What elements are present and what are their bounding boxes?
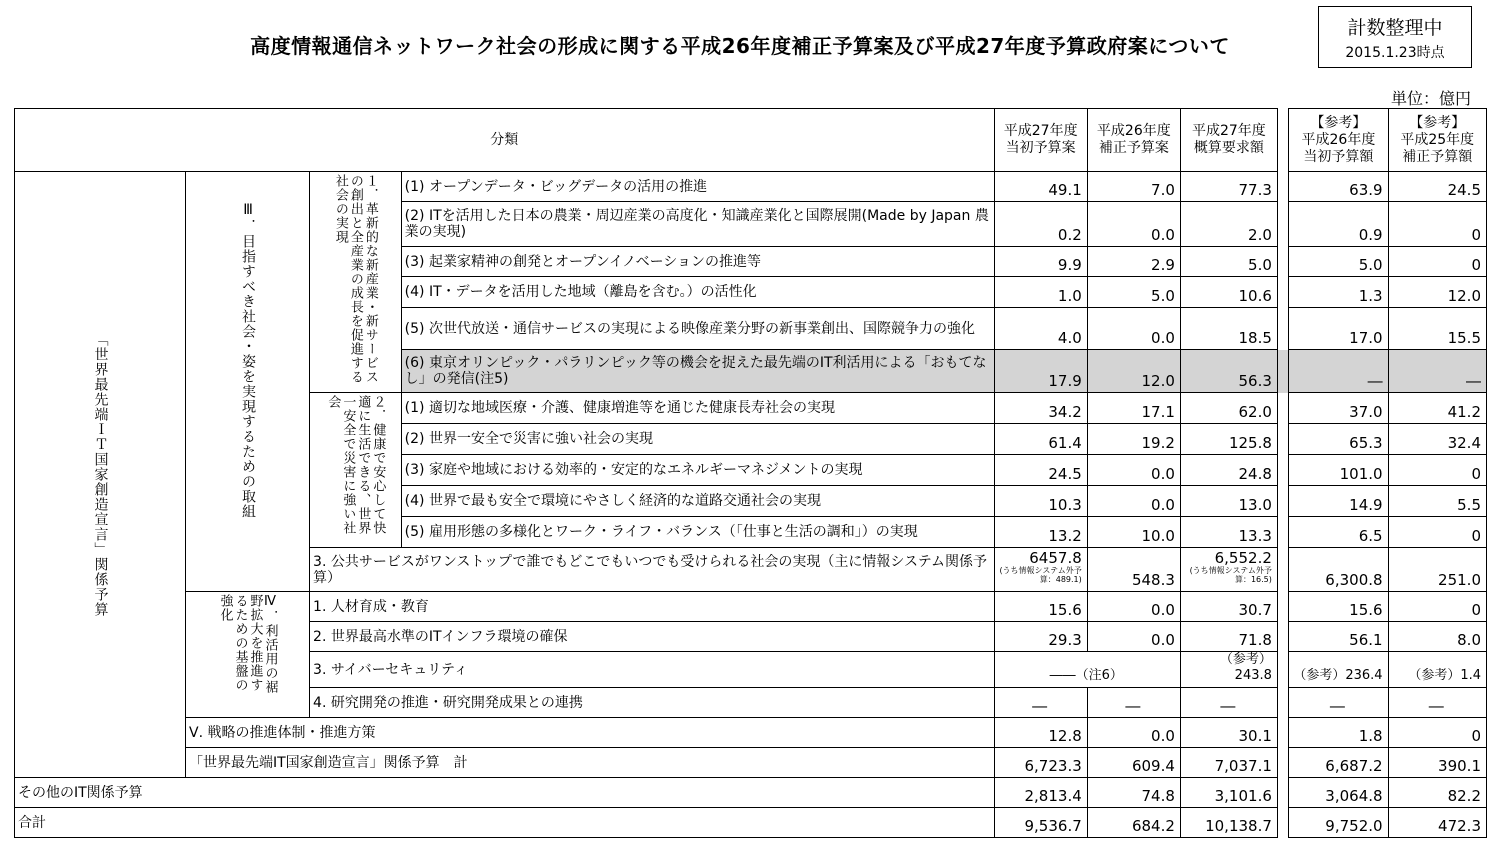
gap-cell xyxy=(1277,247,1288,277)
cell-value: 0.0 xyxy=(1087,622,1180,652)
gap-cell xyxy=(1277,592,1288,622)
header-col1 xyxy=(994,109,1087,172)
gap-cell xyxy=(1277,277,1288,307)
row-label: (5) 次世代放送・通信サービスの実現による映像産業分野の新事業創出、国際競争力の強化 xyxy=(401,307,994,350)
cell-value: 24.5 xyxy=(994,455,1087,486)
cell-value: 0 xyxy=(1388,592,1486,622)
cell-value: 3,101.6 xyxy=(1180,778,1277,808)
header-col5 xyxy=(1388,109,1486,172)
cell-value: 10,138.7 xyxy=(1180,808,1277,838)
cell-value: 49.1 xyxy=(994,172,1087,202)
row-label: (4) IT・データを活用した地域（離島を含む。）の活性化 xyxy=(401,277,994,307)
table-row-total xyxy=(15,808,1487,838)
cell-value: 74.8 xyxy=(1087,778,1180,808)
section4-group-cell xyxy=(186,592,310,718)
cell-value: 0.0 xyxy=(1087,592,1180,622)
gap-cell xyxy=(1277,808,1288,838)
row-label: 合計 xyxy=(15,808,995,838)
gap-cell xyxy=(1277,718,1288,748)
cell-value: 5.0 xyxy=(1180,247,1277,277)
cell-value: 10.0 xyxy=(1087,517,1180,548)
cell-value: 9.9 xyxy=(994,247,1087,277)
header-col3-text: 平成27年度 概算要求額 xyxy=(1191,123,1266,156)
cell-value: 0.9 xyxy=(1289,202,1388,247)
cell-value: 390.1 xyxy=(1388,748,1486,778)
gap-cell xyxy=(1277,350,1288,393)
cell-value: 30.7 xyxy=(1180,592,1277,622)
cell-value: 6.5 xyxy=(1289,517,1388,548)
header-col4 xyxy=(1289,109,1388,172)
cell-value: ― xyxy=(1289,688,1388,718)
cell-value: 251.0 xyxy=(1388,548,1486,592)
cell-value: 5.0 xyxy=(1087,277,1180,307)
status-badge xyxy=(1318,6,1472,68)
cell-value: 17.1 xyxy=(1087,393,1180,424)
cell-value: 1.0 xyxy=(994,277,1087,307)
status-label: 計数整理中 xyxy=(1347,17,1443,39)
cell-value: 3,064.8 xyxy=(1289,778,1388,808)
cell-value: 6,723.3 xyxy=(994,748,1087,778)
sub2-group-label: ２．健康で安心して快適に生活できる、世界一安全で災害に強い社会 xyxy=(325,395,386,535)
cell-note: (うち情報システム外予算：16.5) xyxy=(1189,566,1272,584)
cell-value: 32.4 xyxy=(1388,424,1486,455)
declaration-group-label: 「世界最先端ＩＴ国家創造宣言」関係予算 xyxy=(92,332,109,617)
section4-group-label: Ⅳ．利活用の裾野拡大を推進するための基盤の強化 xyxy=(217,594,278,694)
cell-value xyxy=(1180,548,1277,592)
gap-cell xyxy=(1277,393,1288,424)
cell-value: 18.5 xyxy=(1180,307,1277,350)
cell-value: 17.9 xyxy=(994,350,1087,393)
cell-value: 30.1 xyxy=(1180,718,1277,748)
gap-cell xyxy=(1277,688,1288,718)
cell-value: 0 xyxy=(1388,247,1486,277)
cell-value: 24.8 xyxy=(1180,455,1277,486)
cell-value: 15.6 xyxy=(1289,592,1388,622)
cell-value: 41.2 xyxy=(1388,393,1486,424)
table-row xyxy=(15,778,1487,808)
row-label: (6) 東京オリンピック・パラリンピック等の機会を捉えた最先端のIT利活用による「おもてなし」の発信(注5) xyxy=(401,350,994,393)
cell-value: ― xyxy=(1289,350,1388,393)
table-header-row xyxy=(15,109,1487,172)
gap-cell xyxy=(1277,748,1288,778)
cell-value: 0 xyxy=(1388,718,1486,748)
cell-value: 101.0 xyxy=(1289,455,1388,486)
row-label: 1. 人材育成・教育 xyxy=(310,592,995,622)
row-label: 3. 公共サービスがワンストップで誰でもどこでもいつでも受けられる社会の実現（主に情報システム関係予算） xyxy=(310,548,995,592)
cell-value: （参考）1.4 xyxy=(1388,652,1486,688)
gap-cell xyxy=(1277,424,1288,455)
row-label: (1) 適切な地域医療・介護、健康増進等を通じた健康長寿社会の実現 xyxy=(401,393,994,424)
cell-value: 7,037.1 xyxy=(1180,748,1277,778)
gap-cell xyxy=(1277,548,1288,592)
cell-value: 2.0 xyxy=(1180,202,1277,247)
cell-value: 2,813.4 xyxy=(994,778,1087,808)
cell-value: 6,300.8 xyxy=(1289,548,1388,592)
cell-value: 0.0 xyxy=(1087,718,1180,748)
gap-cell xyxy=(1277,455,1288,486)
status-date: 2015.1.23時点 xyxy=(1345,45,1445,61)
row-label: その他のIT関係予算 xyxy=(15,778,995,808)
sub1-group-cell xyxy=(310,172,402,393)
header-col4-text: 【参考】 平成26年度 当初予算額 xyxy=(1301,114,1376,165)
cell-value: 684.2 xyxy=(1087,808,1180,838)
row-label: (4) 世界で最も安全で環境にやさしく経済的な道路交通社会の実現 xyxy=(401,486,994,517)
cell-value: （参考）236.4 xyxy=(1289,652,1388,688)
cell-value: 14.9 xyxy=(1289,486,1388,517)
table-row xyxy=(15,718,1487,748)
cell-value: 9,536.7 xyxy=(994,808,1087,838)
cell-value: 6,687.2 xyxy=(1289,748,1388,778)
row-label: (2) ITを活用した日本の農業・周辺産業の高度化・知識産業化と国際展開(Made by Japan 農業の実現) xyxy=(401,202,994,247)
cell-value: 8.0 xyxy=(1388,622,1486,652)
gap-cell xyxy=(1277,517,1288,548)
row-label: (5) 雇用形態の多様化とワーク・ライフ・バランス（「仕事と生活の調和」）の実現 xyxy=(401,517,994,548)
unit-label: 単位：億円 xyxy=(1390,89,1471,108)
header-col2 xyxy=(1087,109,1180,172)
cell-value: 56.3 xyxy=(1180,350,1277,393)
cell-value-main: 6,552.2 xyxy=(1214,549,1272,567)
cell-value: 13.2 xyxy=(994,517,1087,548)
gap-cell xyxy=(1277,778,1288,808)
row-label: (3) 起業家精神の創発とオープンイノベーションの推進等 xyxy=(401,247,994,277)
cell-value: 15.5 xyxy=(1388,307,1486,350)
cell-value: 61.4 xyxy=(994,424,1087,455)
cell-value: 0.0 xyxy=(1087,455,1180,486)
sub2-group-cell xyxy=(310,393,402,548)
header-col3 xyxy=(1180,109,1277,172)
row-label: (2) 世界一安全で災害に強い社会の実現 xyxy=(401,424,994,455)
cell-value: 0.0 xyxy=(1087,307,1180,350)
cell-value: 609.4 xyxy=(1087,748,1180,778)
cell-value: 0 xyxy=(1388,517,1486,548)
page-title: 高度情報通信ネットワーク社会の形成に関する平成26年度補正予算案及び平成27年度予算政府案について xyxy=(250,34,1230,58)
declaration-group-cell xyxy=(15,172,186,778)
section3-group-cell xyxy=(186,172,310,592)
cell-value: 0.2 xyxy=(994,202,1087,247)
cell-value: 82.2 xyxy=(1388,778,1486,808)
gap-cell xyxy=(1277,307,1288,350)
header-col1-text: 平成27年度 当初予算案 xyxy=(1003,123,1078,156)
cell-value: ― xyxy=(1388,350,1486,393)
cell-value: 77.3 xyxy=(1180,172,1277,202)
cell-value: 56.1 xyxy=(1289,622,1388,652)
cell-value: 29.3 xyxy=(994,622,1087,652)
header-col5-text: 【参考】 平成25年度 補正予算額 xyxy=(1400,114,1475,165)
header-category: 分類 xyxy=(15,109,995,172)
cell-value: 0.0 xyxy=(1087,486,1180,517)
cell-value: 10.3 xyxy=(994,486,1087,517)
row-label: 「世界最先端IT国家創造宣言」関係予算 計 xyxy=(186,748,995,778)
cell-value: 71.8 xyxy=(1180,622,1277,652)
cell-value: 17.0 xyxy=(1289,307,1388,350)
row-label: 2. 世界最高水準のITインフラ環境の確保 xyxy=(310,622,995,652)
cell-value: 5.0 xyxy=(1289,247,1388,277)
cell-value: 63.9 xyxy=(1289,172,1388,202)
row-label: (3) 家庭や地域における効率的・安定的なエネルギーマネジメントの実現 xyxy=(401,455,994,486)
cell-value xyxy=(994,548,1087,592)
cell-value: 1.8 xyxy=(1289,718,1388,748)
header-col2-text: 平成26年度 補正予算案 xyxy=(1096,123,1171,156)
cell-value: 4.0 xyxy=(994,307,1087,350)
section3-group-label: Ⅲ．目指すべき社会・姿を実現するための取組 xyxy=(240,201,257,519)
sub1-group-label: １．革新的な新産業・新サービスの創出と全産業の成長を促進する社会の実現 xyxy=(332,174,378,384)
cell-value: ― xyxy=(1087,688,1180,718)
cell-value: 548.3 xyxy=(1087,548,1180,592)
cell-value: ― xyxy=(994,688,1087,718)
cell-value: 37.0 xyxy=(1289,393,1388,424)
cell-value: 19.2 xyxy=(1087,424,1180,455)
cell-value: 0.0 xyxy=(1087,202,1180,247)
cell-value: 1.3 xyxy=(1289,277,1388,307)
gap-cell xyxy=(1277,486,1288,517)
cell-value-main: 6457.8 xyxy=(1029,549,1082,567)
cell-value: 65.3 xyxy=(1289,424,1388,455)
cell-value: ― xyxy=(1388,688,1486,718)
cell-value: 472.3 xyxy=(1388,808,1486,838)
cell-note: (うち情報システム外予算：489.1) xyxy=(999,566,1082,584)
cell-value: 5.5 xyxy=(1388,486,1486,517)
cell-value: 7.0 xyxy=(1087,172,1180,202)
gap-cell xyxy=(1277,202,1288,247)
cell-value: 12.0 xyxy=(1388,277,1486,307)
cell-value: 12.0 xyxy=(1087,350,1180,393)
cell-value: ――（注6） xyxy=(994,652,1180,688)
cell-value: 10.6 xyxy=(1180,277,1277,307)
row-label: 3. サイバーセキュリティ xyxy=(310,652,995,688)
cell-value: 13.0 xyxy=(1180,486,1277,517)
cell-value: ― xyxy=(1180,688,1277,718)
cell-value: 34.2 xyxy=(994,393,1087,424)
table-row-subtotal xyxy=(15,748,1487,778)
cell-value: 2.9 xyxy=(1087,247,1180,277)
cell-value: 0 xyxy=(1388,202,1486,247)
gap-cell xyxy=(1277,622,1288,652)
row-label: 4. 研究開発の推進・研究開発成果との連携 xyxy=(310,688,995,718)
gap-cell xyxy=(1277,172,1288,202)
cell-value: 9,752.0 xyxy=(1289,808,1388,838)
row-label: Ⅴ. 戦略の推進体制・推進方策 xyxy=(186,718,995,748)
budget-table xyxy=(14,108,1487,838)
cell-value: 15.6 xyxy=(994,592,1087,622)
cell-value: 24.5 xyxy=(1388,172,1486,202)
cell-value: 12.8 xyxy=(994,718,1087,748)
table-row xyxy=(15,592,1487,622)
cell-value: （参考）243.8 xyxy=(1180,652,1277,688)
table-row xyxy=(15,172,1487,202)
gap-cell xyxy=(1277,652,1288,688)
cell-value: 0 xyxy=(1388,455,1486,486)
row-label: (1) オープンデータ・ビッグデータの活用の推進 xyxy=(401,172,994,202)
cell-value: 13.3 xyxy=(1180,517,1277,548)
cell-value: 62.0 xyxy=(1180,393,1277,424)
cell-value: 125.8 xyxy=(1180,424,1277,455)
gap-cell xyxy=(1277,109,1288,172)
